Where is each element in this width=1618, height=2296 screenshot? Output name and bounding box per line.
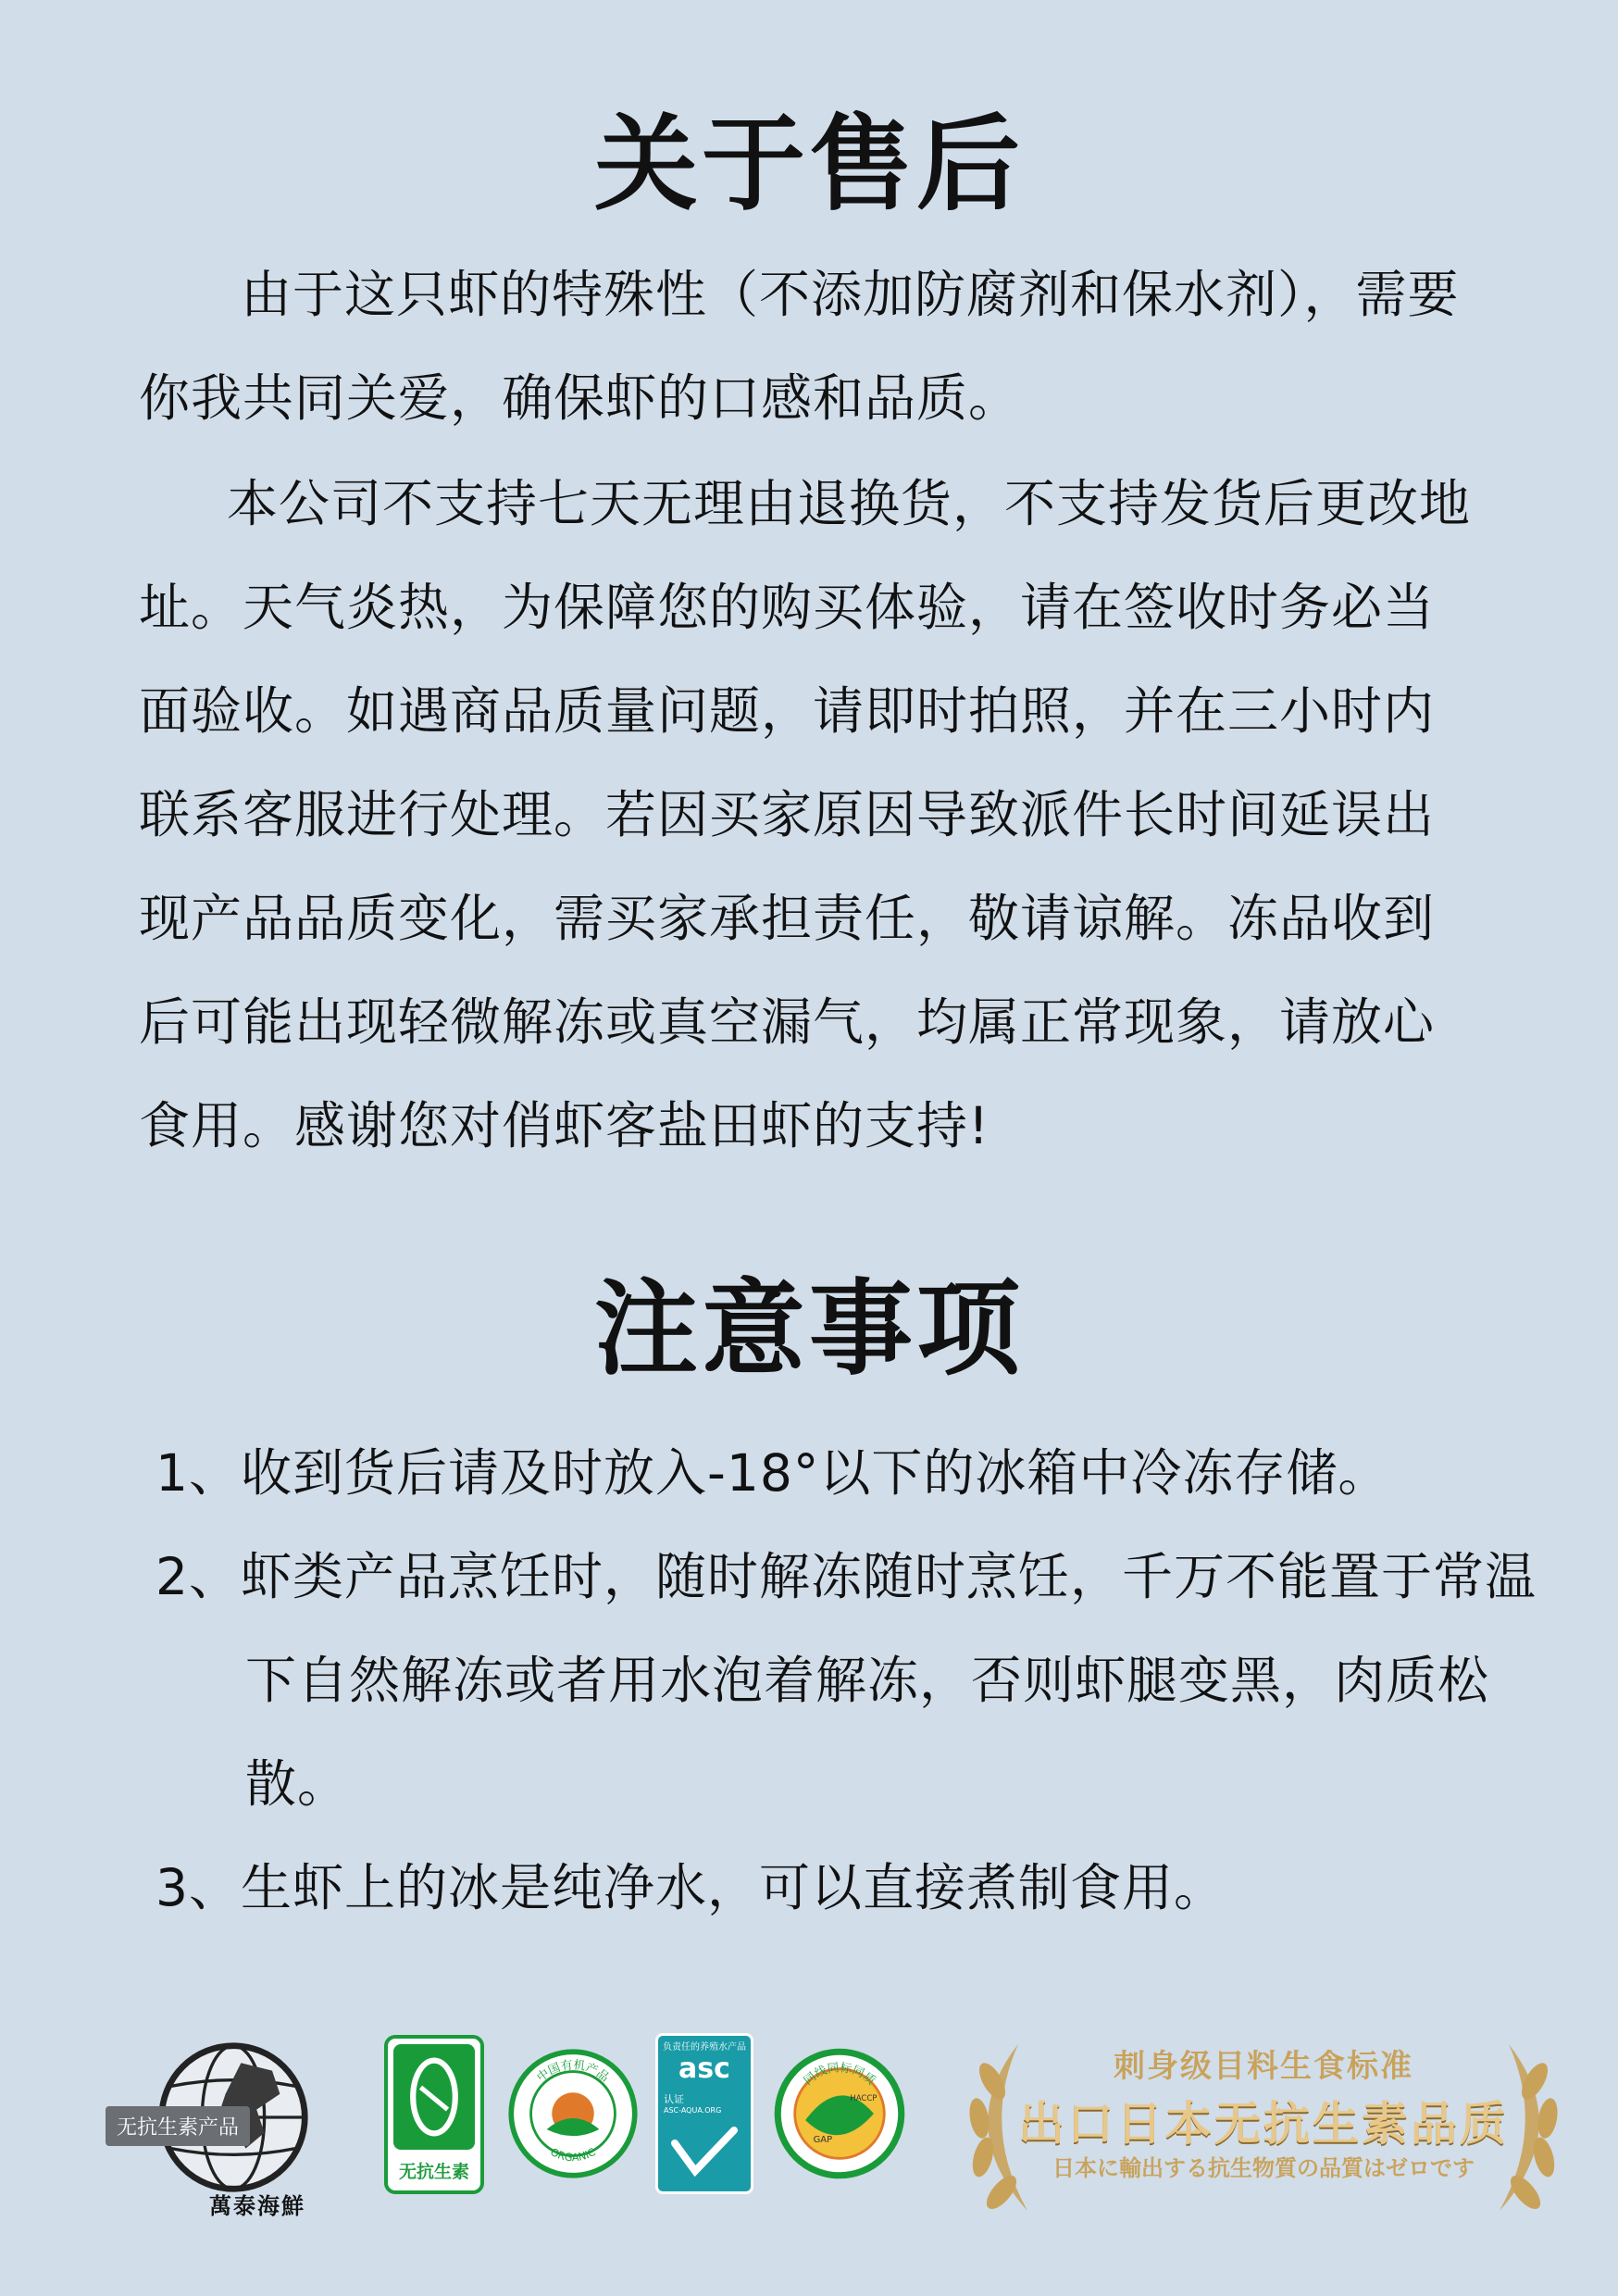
asc-certification-logo bbox=[655, 2033, 753, 2194]
badge-line-1: 刺身级目料生食标准 bbox=[1114, 2048, 1413, 2085]
badge-line-2: 出口日本无抗生素品质 bbox=[1018, 2097, 1509, 2151]
brand-name: 萬泰海鮮 bbox=[209, 2193, 305, 2219]
fish-check-icon bbox=[667, 2125, 741, 2186]
note-item-1: 1、收到货后请及时放入-18°以下的冰箱中冷冻存储。 bbox=[156, 1443, 1390, 1503]
svg-text:同线同标同质: 同线同标同质 bbox=[801, 2061, 878, 2089]
antibiotic-free-green-logo bbox=[384, 2035, 484, 2194]
badge-line-3: 日本に輸出する抗生物質の品質はゼロです bbox=[1052, 2155, 1475, 2181]
svg-text:中国有机产品: 中国有机产品 bbox=[534, 2058, 612, 2086]
after-sales-paragraph-1: 由于这只虾的特殊性（不添加防腐剂和保水剂），需要你我共同关爱，确保虾的口感和品质。 bbox=[139, 265, 1460, 428]
svg-text:ORGANIC: ORGANIC bbox=[548, 2145, 598, 2165]
svg-text:HACCP: HACCP bbox=[850, 2093, 877, 2103]
section-title-notes: 注意事项 bbox=[594, 1269, 1024, 1390]
gap-haccp-logo bbox=[774, 2048, 905, 2179]
note-item-2: 2、虾类产品烹饪时，随时解冻随时烹饪，千万不能置于常温下自然解冻或者用水泡着解冻，否则虾腿变黑，肉质松散。 bbox=[156, 1547, 1537, 1814]
export-japan-quality-badge bbox=[944, 2026, 1583, 2229]
after-sales-paragraph-2: 本公司不支持七天无理由退换货，不支持发货后更改地址。天气炎热，为保障您的购买体验，请在签收时务必当面验收。如遇商品质量问题，请即时拍照，并在三小时内联系客服进行处理。若因买家原因导致派件长时间延误出现产品品质变化，需买家承担责任，敬请谅解。冻品收到后可能出现轻微解冻或真空漏气，均属正常现象，请放心食用。感谢您对俏虾客盐田虾的支持! bbox=[139, 474, 1472, 1155]
zero-mark-icon bbox=[393, 2044, 475, 2150]
asc-top-label: 负责任的养殖水产品 bbox=[663, 2042, 746, 2053]
antibiotic-free-label: 无抗生素 bbox=[398, 2162, 469, 2182]
antibiotic-free-globe-logo bbox=[100, 2023, 341, 2217]
svg-text:GAP: GAP bbox=[813, 2135, 833, 2146]
page-title-after-sales: 关于售后 bbox=[594, 105, 1024, 225]
note-item-3: 3、生虾上的冰是纯净水，可以直接煮制食用。 bbox=[156, 1858, 1226, 1917]
china-organic-logo bbox=[507, 2048, 639, 2179]
asc-cert-label: 认证 bbox=[664, 2093, 684, 2105]
asc-mark: asc bbox=[678, 2053, 730, 2085]
antibiotic-free-tag: 无抗生素产品 bbox=[106, 2106, 250, 2146]
asc-url: ASC-AQUA.ORG bbox=[664, 2106, 722, 2115]
